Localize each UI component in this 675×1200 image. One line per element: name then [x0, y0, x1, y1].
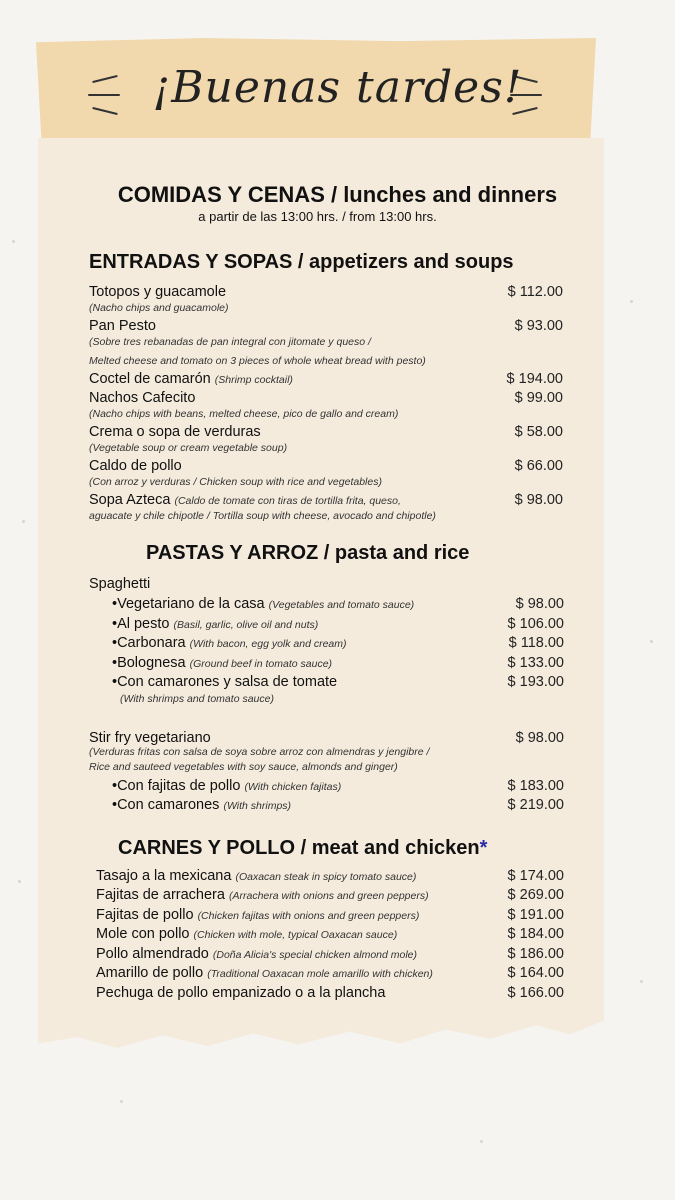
- background-speck: [480, 1140, 483, 1143]
- menu-item-row: [96, 965, 433, 981]
- section-heading-entradas: ENTRADAS Y SOPAS / appetizers and soups: [89, 251, 514, 273]
- background-speck: [22, 520, 25, 523]
- menu-item-name: Amarillo de pollo: [96, 965, 204, 981]
- menu-item-row: [96, 868, 416, 884]
- menu-item-name: Crema o sopa de verduras: [89, 424, 261, 440]
- menu-item-name: Pan Pesto: [89, 318, 156, 334]
- menu-item-note: (Vegetable soup or cream vegetable soup): [89, 442, 288, 454]
- menu-item-price: $ 164.00: [507, 965, 564, 981]
- menu-item-row: [89, 492, 401, 508]
- menu-item-name: Stir fry vegetariano: [89, 730, 211, 746]
- menu-item-note: (Basil, garlic, olive oil and nuts): [173, 619, 319, 631]
- menu-item-note: (With shrimps and tomato sauce): [120, 693, 274, 705]
- background-speck: [18, 880, 21, 883]
- background-speck: [12, 240, 15, 243]
- menu-item-price: $ 106.00: [507, 616, 564, 632]
- menu-item-price: $ 112.00: [507, 284, 563, 300]
- menu-item-price: $ 191.00: [507, 907, 564, 923]
- menu-item-name: Caldo de pollo: [89, 458, 182, 474]
- menu-item-note: Melted cheese and tomato on 3 pieces of whole wheat bread with pesto): [89, 355, 426, 367]
- menu-item-price: $ 133.00: [507, 655, 564, 671]
- menu-item-note: (Con arroz y verduras / Chicken soup with rice and vegetables): [89, 476, 382, 488]
- menu-item-row: [112, 596, 414, 612]
- menu-item-name: •Con fajitas de pollo: [112, 778, 241, 794]
- menu-item-name: Pechuga de pollo empanizado o a la plancha: [96, 985, 386, 1001]
- menu-item-name: Tasajo a la mexicana: [96, 868, 232, 884]
- menu-item-price: $ 184.00: [507, 926, 564, 942]
- menu-item-price: $ 98.00: [515, 596, 564, 612]
- menu-item-note: (Doña Alicia's special chicken almond mole): [212, 949, 418, 961]
- menu-item-name: •Vegetariano de la casa: [112, 596, 265, 612]
- background-speck: [630, 300, 633, 303]
- menu-item-row: [112, 635, 347, 651]
- menu-item-row: [112, 778, 341, 794]
- menu-item-price: $ 93.00: [514, 318, 563, 334]
- menu-item-name: Coctel de camarón: [89, 371, 211, 387]
- menu-item-note: (Arrachera with onions and green peppers): [228, 890, 429, 902]
- background-speck: [650, 640, 653, 643]
- menu-item-name: Fajitas de pollo: [96, 907, 194, 923]
- menu-item-name: Mole con pollo: [96, 926, 190, 942]
- menu-item-name: •Bolognesa: [112, 655, 186, 671]
- menu-item-note: (Nacho chips with beans, melted cheese, pico de gallo and cream): [89, 408, 399, 420]
- menu-item-row: [89, 371, 293, 387]
- menu-subtitle: a partir de las 13:00 hrs. / from 13:00 hrs.: [198, 209, 437, 224]
- greeting-text: ¡Buenas tardes!: [152, 62, 523, 113]
- menu-item-note: (Nacho chips and guacamole): [89, 302, 229, 314]
- section-heading-pastas: PASTAS Y ARROZ / pasta and rice: [146, 542, 470, 564]
- background-speck: [640, 980, 643, 983]
- menu-item-price: $ 58.00: [514, 424, 563, 440]
- spaghetti-label: Spaghetti: [89, 576, 151, 592]
- menu-item-note: (With bacon, egg yolk and cream): [189, 638, 347, 650]
- menu-item-row: [112, 797, 291, 813]
- menu-item-name: •Con camarones y salsa de tomate: [112, 674, 338, 690]
- menu-item-note: (With shrimps): [223, 800, 292, 812]
- menu-item-row: [96, 926, 397, 942]
- menu-item-price: $ 98.00: [515, 730, 564, 746]
- menu-item-name: Nachos Cafecito: [89, 390, 196, 406]
- menu-item-note: (Traditional Oaxacan mole amarillo with chicken): [207, 968, 433, 980]
- menu-title: COMIDAS Y CENAS / lunches and dinners: [117, 182, 558, 207]
- background-speck: [120, 1100, 123, 1103]
- menu-item-name: •Carbonara: [112, 635, 186, 651]
- section-heading-text: CARNES Y POLLO / meat and chicken: [118, 837, 480, 859]
- menu-item-price: $ 66.00: [514, 458, 563, 474]
- menu-item-name: Totopos y guacamole: [89, 284, 227, 300]
- menu-item-note: (Sobre tres rebanadas de pan integral con jitomate y queso /: [89, 336, 371, 348]
- menu-item-row: [112, 655, 332, 671]
- menu-item-name: •Al pesto: [112, 616, 170, 632]
- menu-item-note: (Chicken fajitas with onions and green peppers): [197, 910, 420, 922]
- menu-item-price: $ 186.00: [507, 946, 564, 962]
- menu-item-note: (Oaxacan steak in spicy tomato sauce): [235, 871, 417, 883]
- menu-item-note: (Verduras fritas con salsa de soya sobre arroz con almendras y jengibre /: [89, 746, 430, 758]
- menu-item-row: [96, 907, 419, 923]
- menu-item-name: Sopa Azteca: [89, 492, 171, 508]
- menu-item-price: $ 194.00: [506, 371, 563, 387]
- menu-item-row: [96, 887, 429, 903]
- menu-item-row: [96, 946, 417, 962]
- menu-item-price: $ 183.00: [507, 778, 564, 794]
- menu-item-price: $ 193.00: [507, 674, 564, 690]
- menu-item-price: $ 99.00: [514, 390, 563, 406]
- menu-item-note: (With chicken fajitas): [244, 781, 342, 793]
- menu-item-note: aguacate y chile chipotle / Tortilla soup with cheese, avocado and chipotle): [89, 510, 436, 522]
- menu-item-note: (Ground beef in tomato sauce): [189, 658, 333, 670]
- menu-item-note: (Shrimp cocktail): [214, 374, 293, 386]
- menu-item-name: •Con camarones: [112, 797, 220, 813]
- menu-item-price: $ 174.00: [507, 868, 564, 884]
- menu-item-note: (Vegetables and tomato sauce): [268, 599, 415, 611]
- menu-item-price: $ 269.00: [507, 887, 564, 903]
- menu-item-note: (Chicken with mole, typical Oaxacan sauce): [193, 929, 398, 941]
- section-heading-carnes: [118, 837, 487, 860]
- menu-item-row: [112, 616, 318, 632]
- menu-item-name: Fajitas de arrachera: [96, 887, 225, 903]
- menu-item-price: $ 118.00: [508, 635, 564, 651]
- menu-item-note: (Caldo de tomate con tiras de tortilla frita, queso,: [174, 495, 401, 507]
- menu-item-name: Pollo almendrado: [96, 946, 209, 962]
- menu-item-price: $ 219.00: [507, 797, 564, 813]
- menu-item-price: $ 166.00: [507, 985, 564, 1001]
- asterisk-mark: *: [479, 837, 488, 859]
- menu-item-note: Rice and sauteed vegetables with soy sauce, almonds and ginger): [89, 761, 398, 773]
- menu-item-price: $ 98.00: [514, 492, 563, 508]
